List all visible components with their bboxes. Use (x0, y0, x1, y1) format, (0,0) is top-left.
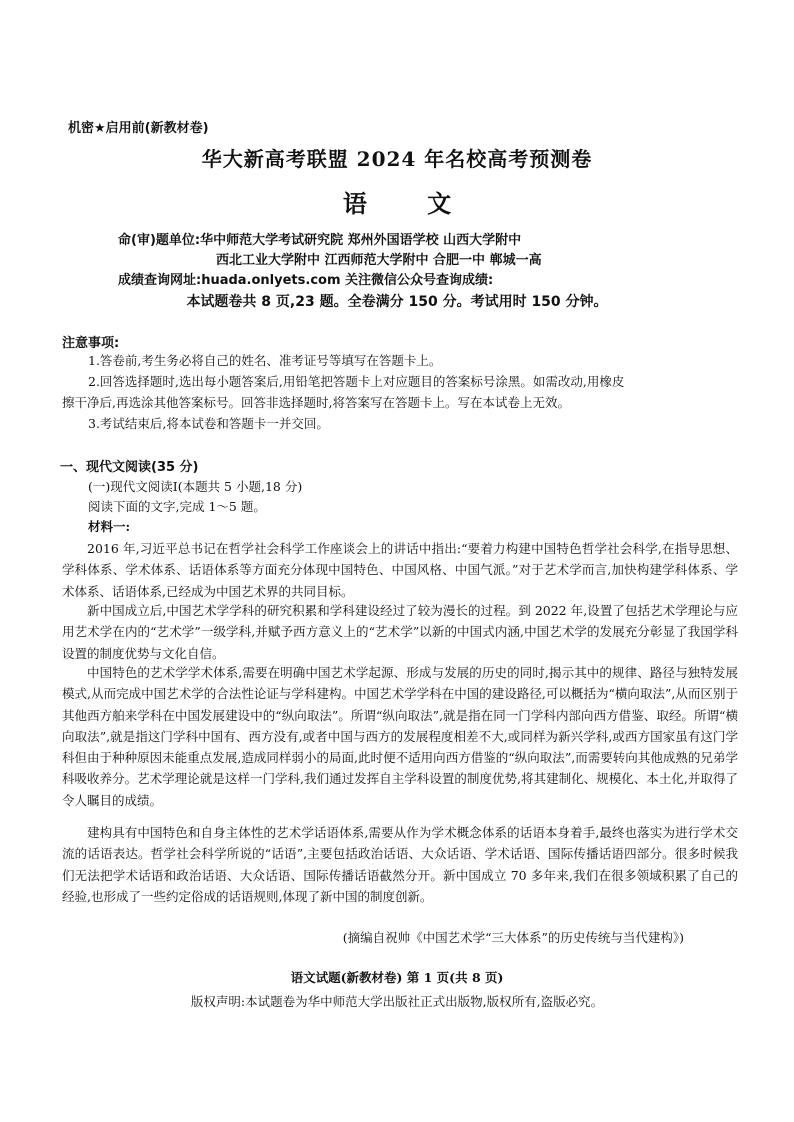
article-paragraph: 新中国成立后,中国艺术学学科的研究积累和学科建设经过了较为漫长的过程。到 2022 年,设置了包括艺术学理论与应用艺术学在内的“艺术学”一级学科,并赋予西方意义上的“艺术学”以新的中国式内涵,中国艺术学的发展充分彰显了我国学科设置的制度优势与文化自信。 (62, 603, 738, 661)
note-item: 3.考试结束后,将本试卷和答题卡一并交回。 (88, 416, 329, 431)
page-footer: 语文试题(新教材卷) 第 1 页(共 8 页) (290, 970, 504, 985)
article-paragraph: 2016 年,习近平总书记在哲学社会科学工作座谈会上的讲话中指出:“要着力构建中国特色哲学社会科学,在指导思想、学科体系、学术体系、话语体系等方面充分体现中国特色、中国风格、中国气派。”对于艺术学而言,加快构建学科体系、学术体系、话语体系,已经成为中国艺术界的共同目标。 (62, 541, 738, 599)
source-citation: (摘编自祝帅《中国艺术学“三大体系”的历史传统与当代建构》) (342, 930, 684, 945)
reading-instruction: 阅读下面的文字,完成 1～5 题。 (88, 499, 266, 514)
note-item: 1.答卷前,考生务必将自己的姓名、准考证号等填写在答题卡上。 (88, 353, 442, 368)
subject-title: 语 文 (342, 189, 478, 218)
copyright-notice: 版权声明:本试题卷为华中师范大学出版社正式出版物,版权所有,盗版必究。 (190, 994, 604, 1009)
notes-heading: 注意事项: (62, 336, 120, 351)
article-paragraph: 建构具有中国特色和自身主体性的艺术学话语体系,需要从作为学术概念体系的话语本身着手,最终也落实为进行学术交流的话语表达。哲学社会科学所说的“话语”,主要包括政治话语、大众话语、学术话语、国际传播话语四部分。很多时候我们无法把学术话语和政治话语、大众话语、国际传播话语截然分开。新中国成立 70 多年来,我们在很多领域积累了自己的经验,也形成了一些约定俗成的话语规则,体现了新中国的制度创新。 (62, 825, 738, 904)
subsection-heading: (一)现代文阅读Ⅰ(本题共 5 小题,18 分) (88, 479, 303, 494)
authors-line-2: 西北工业大学附中 江西师范大学附中 合肥一中 郸城一高 (216, 253, 542, 268)
article-paragraph: 中国特色的艺术学学术体系,需要在明确中国艺术学起源、形成与发展的历史的同时,揭示其中的规律、路径与独特发展模式,从而完成中国艺术学的合法性论证与学科建构。中国艺术学学科在中国的建设路径,可以概括为“横向取法”,从而区别于其他西方舶来学科在中国发展建设中的“纵向取法”。所谓“纵向取法”,就是指在同一门学科内部向西方借鉴、取经。所谓“横向取法”,就是指这门学科中国有、西方没有,或者中国与西方的发展程度相差不大,或同样为新兴学科,或西方国家虽有这门学科但由于种种原因未能重点发展,造成同样弱小的局面,此时便不适用向西方借鉴的“纵向取法”,而需要转向其他成熟的兄弟学科吸收养分。艺术学理论就是这样一门学科,我们通过发挥自主学科设置的制度优势,将其建制化、规模化、本土化,并取得了令人瞩目的成绩。 (62, 665, 738, 808)
exam-summary: 本试题卷共 8 页,23 题。全卷满分 150 分。考试用时 150 分钟。 (186, 294, 608, 310)
section-heading: 一、现代文阅读(35 分) (60, 460, 199, 475)
confidential-label: 机密★启用前(新教材卷) (68, 121, 209, 136)
note-item: 擦干净后,再选涂其他答案标号。回答非选择题时,将答案写在答题卡上。写在本试卷上无效。 (62, 395, 570, 410)
exam-title: 华大新高考联盟 2024 年名校高考预测卷 (201, 147, 593, 171)
authors-line-1: 命(审)题单位:华中师范大学考试研究院 郑州外国语学校 山西大学附中 (118, 233, 522, 248)
material-label: 材料一: (88, 519, 131, 534)
note-item: 2.回答选择题时,选出每小题答案后,用铅笔把答题卡上对应题目的答案标号涂黑。如需改动,用橡皮 (88, 374, 625, 389)
score-query-line: 成绩查询网址:huada.onlyets.com 关注微信公众号查询成绩: (118, 273, 494, 288)
